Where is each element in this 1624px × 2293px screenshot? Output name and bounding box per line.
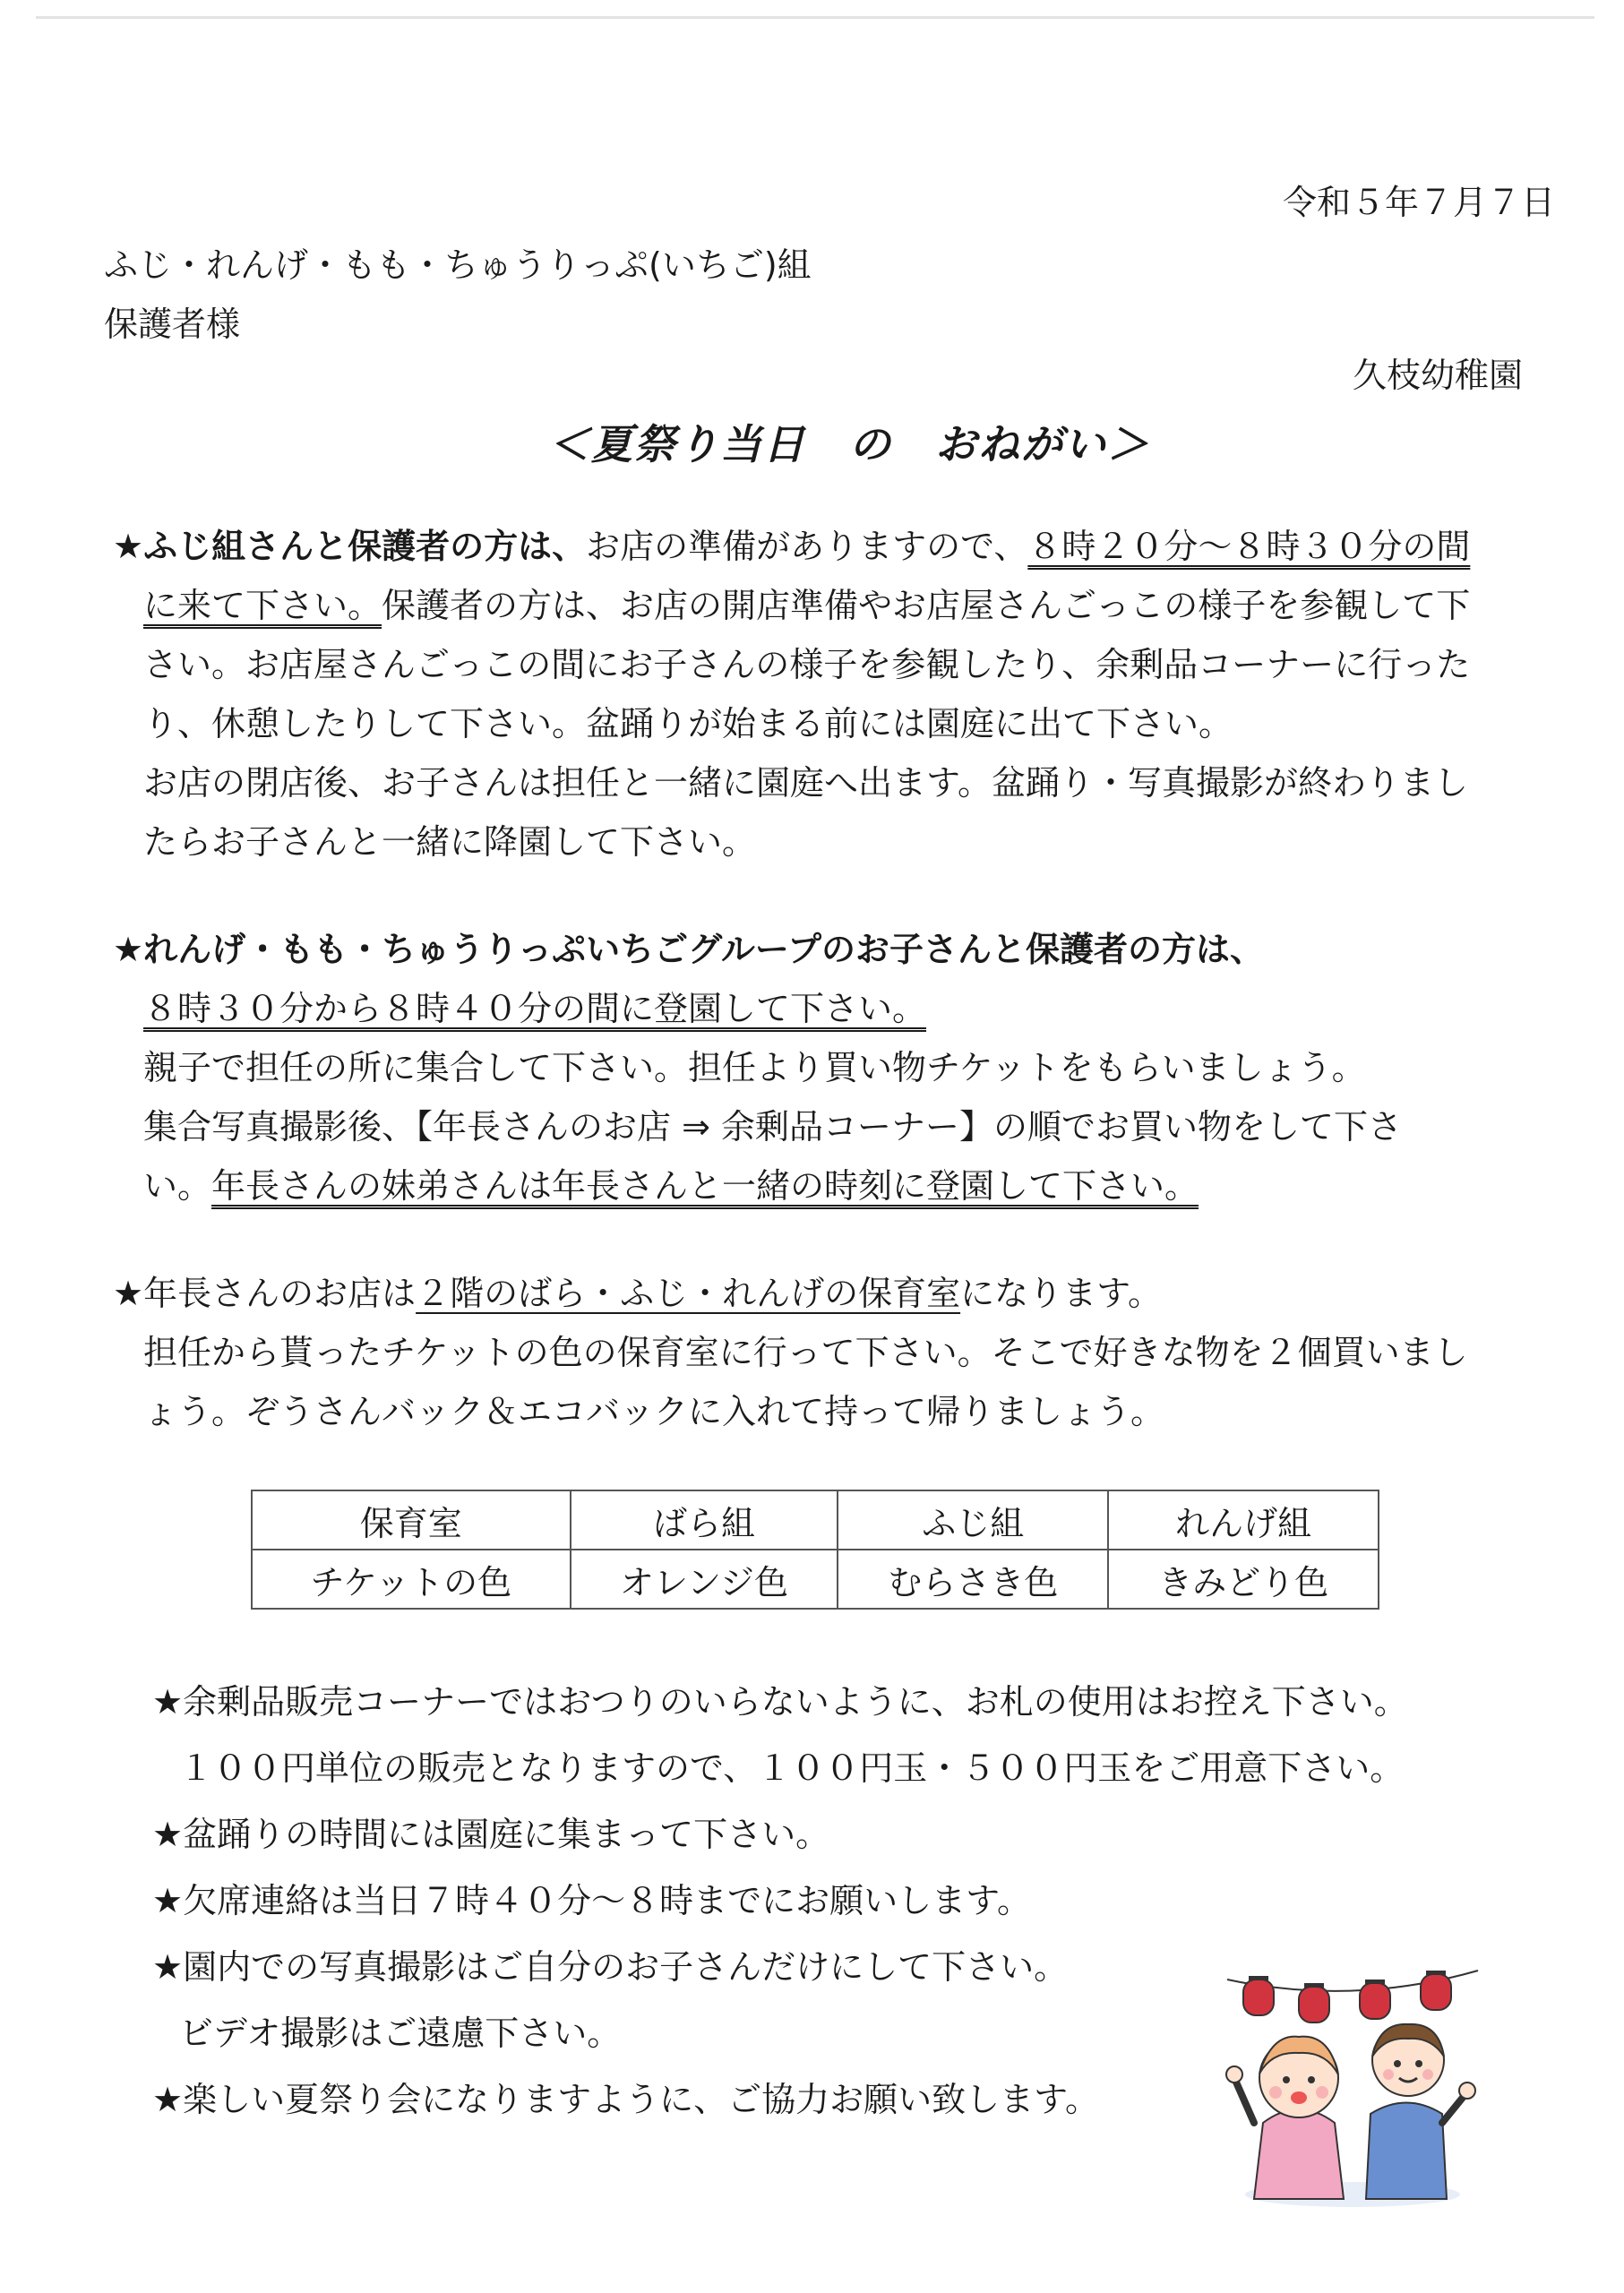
table-cell: むらさき色	[838, 1550, 1108, 1609]
scan-edge-line	[36, 16, 1594, 19]
sec1-line6: たらお子さんと一緒に降園して下さい。	[143, 822, 757, 862]
lantern-icon	[1299, 1983, 1329, 2022]
sec2-line2	[143, 987, 926, 1030]
note-bon-dance: ★盆踊りの時間には園庭に集まって下さい。	[152, 1815, 830, 1854]
sec1-text: お店の準備がありますので、	[586, 527, 1028, 566]
festival-children-illustration	[1218, 1944, 1487, 2212]
lantern-icon	[1243, 1976, 1274, 2015]
table-header-row	[252, 1490, 1379, 1550]
note-absence: ★欠席連絡は当日７時４０分～８時までにお願いします。	[152, 1881, 1032, 1920]
table-cell: 保育室	[252, 1490, 571, 1550]
table-cell: れんげ組	[1108, 1490, 1379, 1550]
sec3-line3: ょう。ぞうさんバック＆エコバックに入れて持って帰りましょう。	[143, 1392, 1165, 1431]
sec1-arrive-underlined: に来て下さい。	[143, 586, 382, 625]
sec2-time-underlined: ８時３０分から８時４０分の間に登園して下さい。	[143, 989, 927, 1028]
date: 令和５年７月７日	[1283, 183, 1556, 222]
sec2-line4: 集合写真撮影後、【年長さんのお店 ⇒ 余剰品コーナー】の順でお買い物をして下さ	[143, 1107, 1403, 1146]
sec1-time-underlined: ８時２０分～８時３０分の間	[1027, 527, 1471, 566]
table-cell: オレンジ色	[571, 1550, 838, 1609]
lantern-icon	[1421, 1971, 1451, 2010]
sec2-siblings-underlined: 年長さんの妹弟さんは年長さんと一緒の時刻に登園して下さい。	[211, 1166, 1199, 1206]
sec3-text: になります。	[960, 1274, 1163, 1313]
sec1-heading: ★ふじ組さんと保護者の方は、	[113, 527, 587, 566]
table-cell: ふじ組	[838, 1490, 1108, 1550]
note-photo: ★園内での写真撮影はご自分のお子さんだけにして下さい。	[152, 1947, 1069, 1987]
ticket-color-table	[251, 1490, 1379, 1610]
sec3-heading: ★年長さんのお店は	[113, 1274, 417, 1313]
sec2-text: い。	[143, 1166, 212, 1206]
sec1-line2	[143, 584, 1470, 627]
sec1-text: 保護者の方は、お店の開店準備やお店屋さんごっこの様子を参観して下	[382, 586, 1471, 625]
sec2-line5	[143, 1164, 1199, 1207]
note-coins: １００円単位の販売となりますので、１００円玉・５００円玉をご用意下さい。	[179, 1748, 1405, 1788]
note-closing: ★楽しい夏祭り会になりますように、ご協力お願い致します。	[152, 2080, 1100, 2119]
recipient-classes: ふじ・れんげ・もも・ちゅうりっぷ(いちご)組	[104, 245, 812, 285]
sec2-line3: 親子で担任の所に集合して下さい。担任より買い物チケットをもらいましょう。	[143, 1048, 1366, 1087]
note-surplus: ★余剰品販売コーナーではおつりのいらないように、お札の使用はお控え下さい。	[152, 1682, 1408, 1722]
sec3-line1	[113, 1272, 1162, 1315]
note-video: ビデオ撮影はご遠慮下さい。	[179, 2014, 622, 2053]
table-cell: チケットの色	[252, 1550, 571, 1609]
sec3-line2: 担任から貰ったチケットの色の保育室に行って下さい。そこで好きな物を２個買いまし	[143, 1333, 1468, 1372]
sec1-line4: り、休憩したりして下さい。盆踊りが始まる前には園庭に出て下さい。	[143, 704, 1233, 743]
sec1-line1	[113, 525, 1470, 568]
boy-in-yukata	[1366, 2024, 1475, 2199]
sec1-line3: さい。お店屋さんごっこの間にお子さんの様子を参観したり、余剰品コーナーに行った	[143, 645, 1471, 684]
sec1-line5: お店の閉店後、お子さんは担任と一緒に園庭へ出ます。盆踊り・写真撮影が終わりまし	[143, 763, 1468, 803]
table-row	[252, 1550, 1379, 1609]
table-cell: ばら組	[571, 1490, 838, 1550]
sec2-heading: ★れんげ・もも・ちゅうりっぷいちごグループのお子さんと保護者の方は、	[113, 930, 1265, 969]
lantern-icon	[1360, 1980, 1390, 2019]
recipient-guardians: 保護者様	[104, 305, 241, 344]
page-title: ＜夏祭り当日 の おねがい＞	[548, 420, 1150, 468]
sender-name: 久枝幼稚園	[1353, 356, 1524, 395]
sec3-rooms-underlined: ２階のばら・ふじ・れんげの保育室	[416, 1274, 961, 1313]
table-cell: きみどり色	[1108, 1550, 1379, 1609]
girl-in-kimono	[1226, 2037, 1344, 2199]
